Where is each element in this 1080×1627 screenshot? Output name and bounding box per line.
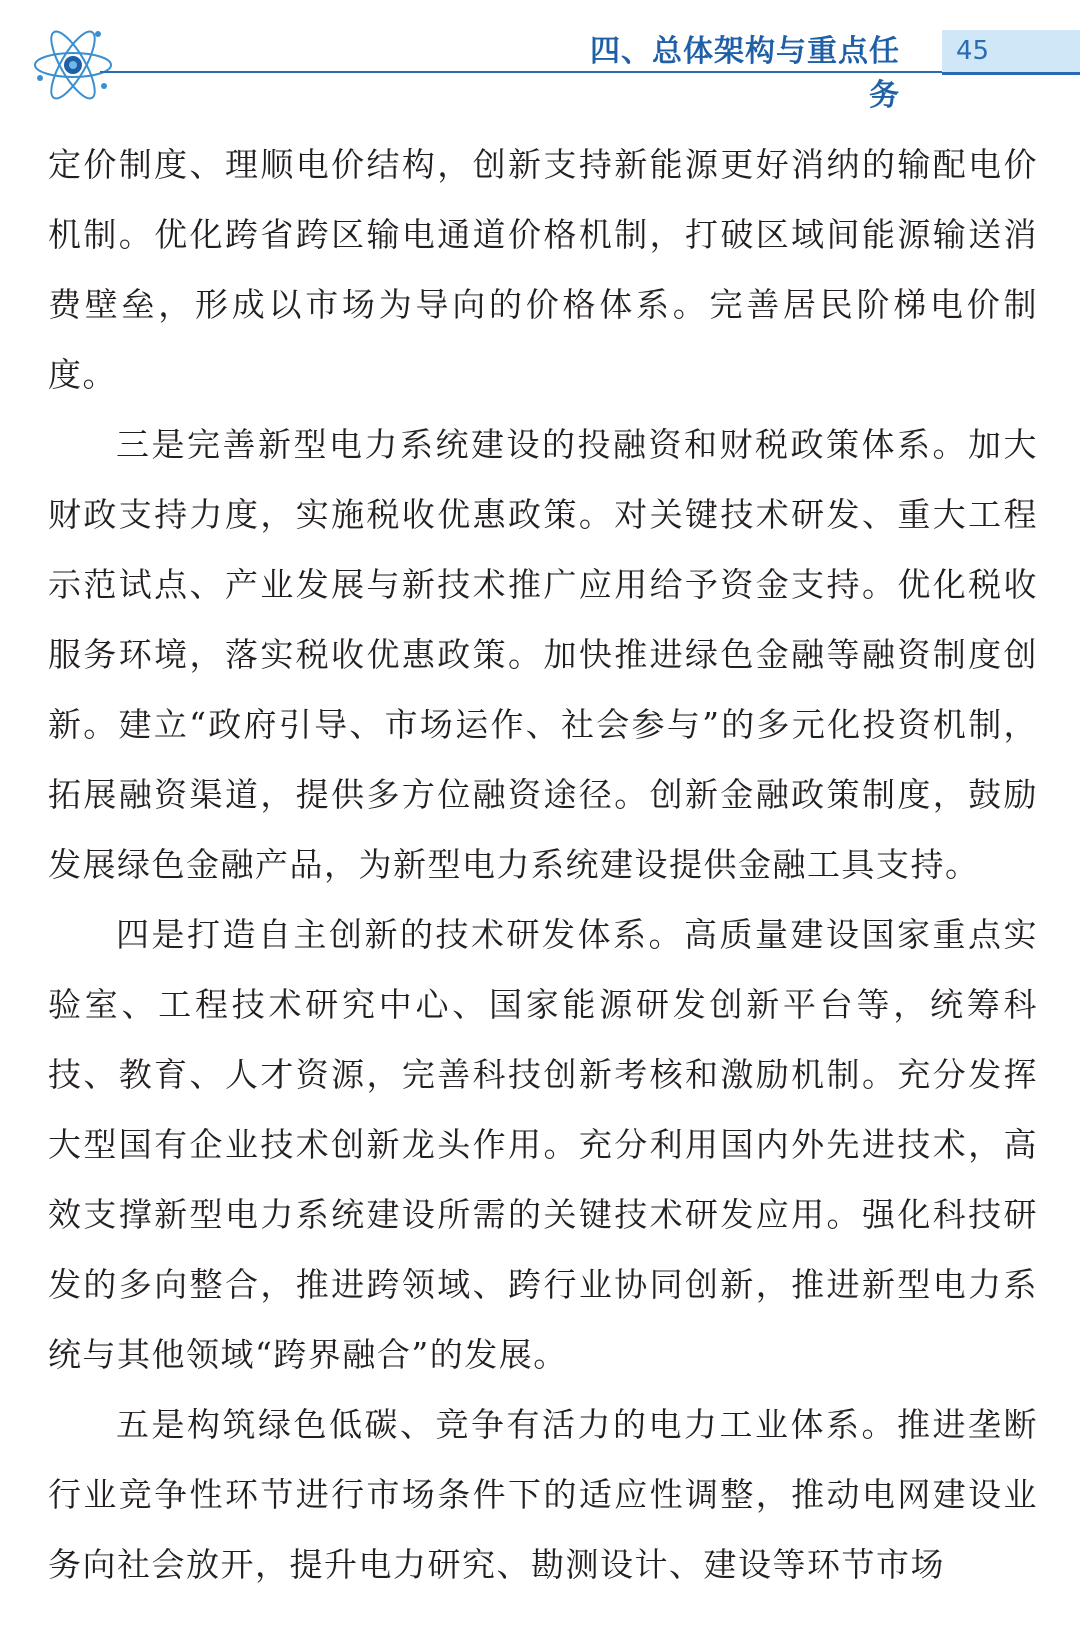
paragraph-2: 三是完善新型电力系统建设的投融资和财税政策体系。加大财政支持力度，实施税收优惠政策。对关键技术研发、重大工程示范试点、产业发展与新技术推广应用给予资金支持。优化税收服务环境，落实税收优惠政策。加快推进绿色金融等融资制度创新。建立“政府引导、市场运作、社会参与”的多元化投资机制，拓展融资渠道，提供多方位融资途径。创新金融政策制度，鼓励发展绿色金融产品，为新型电力系统建设提供金融工具支持。: [48, 425, 1038, 884]
atom-icon: [28, 20, 118, 110]
page-number-box: [942, 30, 1080, 75]
paragraph-1: 定价制度、理顺电价结构，创新支持新能源更好消纳的输配电价机制。优化跨省跨区输电通道价格机制，打破区域间能源输送消费壁垒，形成以市场为导向的价格体系。完善居民阶梯电价制度。: [48, 145, 1038, 394]
paragraph-3: 四是打造自主创新的技术研发体系。高质量建设国家重点实验室、工程技术研究中心、国家能源研发创新平台等，统筹科技、教育、人才资源，完善科技创新考核和激励机制。充分发挥大型国有企业技术创新龙头作用。充分利用国内外先进技术，高效支撑新型电力系统建设所需的关键技术研发应用。强化科技研发的多向整合，推进跨领域、跨行业协同创新，推进新型电力系统与其他领域“跨界融合”的发展。: [48, 915, 1038, 1374]
chapter-title: 四、总体架构与重点任务: [590, 34, 900, 113]
paragraph-4: 五是构筑绿色低碳、竞争有活力的电力工业体系。推进垄断行业竞争性环节进行市场条件下的适应性调整，推动电网建设业务向社会放开，提升电力研究、勘测设计、建设等环节市场: [48, 1405, 1038, 1584]
page-header: [0, 0, 1080, 113]
body-text: [48, 130, 1038, 1600]
page-number: 45: [956, 36, 990, 66]
